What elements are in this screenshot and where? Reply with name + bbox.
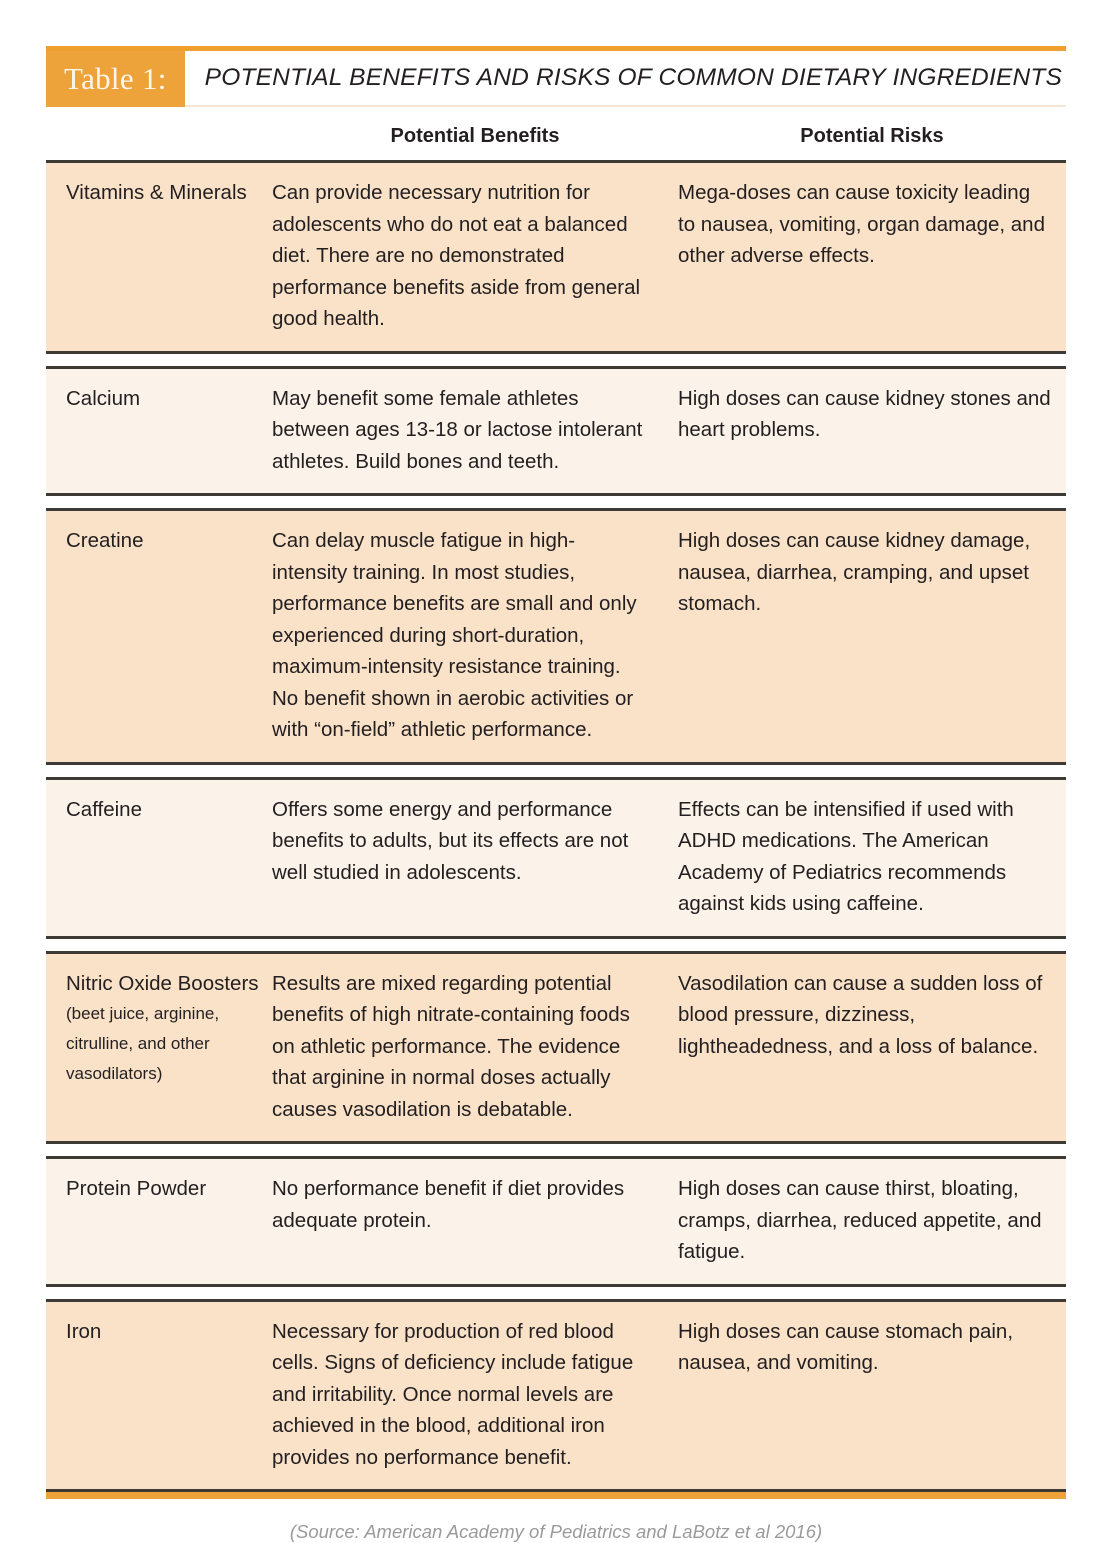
table-row [46, 366, 1066, 497]
cell-ingredient [46, 968, 272, 1126]
cell-ingredient [46, 1173, 272, 1268]
cell-risks: High doses can cause thirst, bloating, cramps, diarrhea, reduced appetite, and fatigue. [678, 1177, 1042, 1263]
table-body [46, 160, 1066, 1492]
cell-ingredient [46, 794, 272, 920]
table-row [46, 777, 1066, 939]
ingredient-name: Iron [66, 1319, 102, 1343]
cell-benefits: Necessary for production of red blood cells. Signs of deficiency include fatigue and irritability. Once normal levels are achieved in the blood, additional iron provides no performance benefit. [272, 1319, 634, 1469]
cell-ingredient [46, 383, 272, 478]
table-row [46, 160, 1066, 354]
table-row [46, 508, 1066, 765]
cell-ingredient [46, 1316, 272, 1474]
table-row [46, 1299, 1066, 1493]
column-header-risks [678, 125, 1066, 148]
column-header-ingredient [46, 125, 272, 148]
source-caption: (Source: American Academy of Pediatrics and LaBotz et al 2016) [289, 1521, 823, 1542]
column-header-benefits [272, 125, 678, 148]
column-header-risks-label: Potential Risks [800, 125, 944, 147]
ingredient-name: Caffeine [66, 797, 142, 821]
table-bottom-rule [46, 1492, 1066, 1499]
cell-benefits: Can delay muscle fatigue in high-intensity training. In most studies, performance benefits are small and only experienced during short-duration, maximum-intensity resistance training. No benefit shown in aerobic activities or with “on-field” athletic performance. [272, 529, 637, 741]
cell-benefits: Offers some energy and performance benefits to adults, but its effects are not well studied in adolescents. [272, 797, 629, 884]
table-title-container [185, 51, 1066, 107]
cell-benefits: Results are mixed regarding potential benefits of high nitrate-containing foods on athletic performance. The evidence that arginine in normal doses actually causes vasodilation is debatable. [272, 971, 630, 1121]
column-header-row [46, 107, 1066, 160]
ingredient-name: Creatine [66, 529, 144, 552]
cell-ingredient [46, 525, 272, 746]
page-title: POTENTIAL BENEFITS AND RISKS OF COMMON DIETARY INGREDIENTS [204, 64, 1063, 91]
cell-benefits: No performance benefit if diet provides adequate protein. [272, 1177, 625, 1232]
ingredient-name: Vitamins & Minerals [66, 181, 247, 204]
table-number-tag: Table 1: [46, 51, 185, 107]
ingredient-name: Nitric Oxide Boosters [66, 971, 259, 995]
ingredient-name-detail: (beet juice, arginine, citrulline, and other vasodilators) [66, 1004, 220, 1083]
cell-risks: High doses can cause stomach pain, nausea, and vomiting. [678, 1319, 1014, 1374]
column-header-benefits-label: Potential Benefits [390, 125, 560, 147]
ingredient-name: Calcium [66, 386, 141, 410]
cell-risks: High doses can cause kidney stones and heart problems. [678, 386, 1051, 441]
table-sheet [46, 0, 1066, 1543]
cell-risks: Mega-doses can cause toxicity leading to nausea, vomiting, organ damage, and other adverse effects. [678, 181, 1045, 267]
cell-risks: High doses can cause kidney damage, nausea, diarrhea, cramping, and upset stomach. [678, 529, 1031, 615]
table-row [46, 951, 1066, 1145]
table-row [46, 1156, 1066, 1287]
table-title-bar [46, 46, 1066, 107]
cell-benefits: Can provide necessary nutrition for adolescents who do not eat a balanced diet. There are no demonstrated performance benefits aside from general good health. [272, 181, 641, 330]
cell-risks: Vasodilation can cause a sudden loss of blood pressure, dizziness, lightheadedness, and a loss of balance. [678, 971, 1043, 1058]
ingredient-name: Protein Powder [66, 1177, 207, 1200]
cell-ingredient [46, 177, 272, 335]
cell-benefits: May benefit some female athletes between ages 13-18 or lactose intolerant athletes. Build bones and teeth. [272, 386, 643, 473]
cell-risks: Effects can be intensified if used with ADHD medications. The American Academy of Pediatrics recommends against kids using caffeine. [678, 797, 1014, 915]
